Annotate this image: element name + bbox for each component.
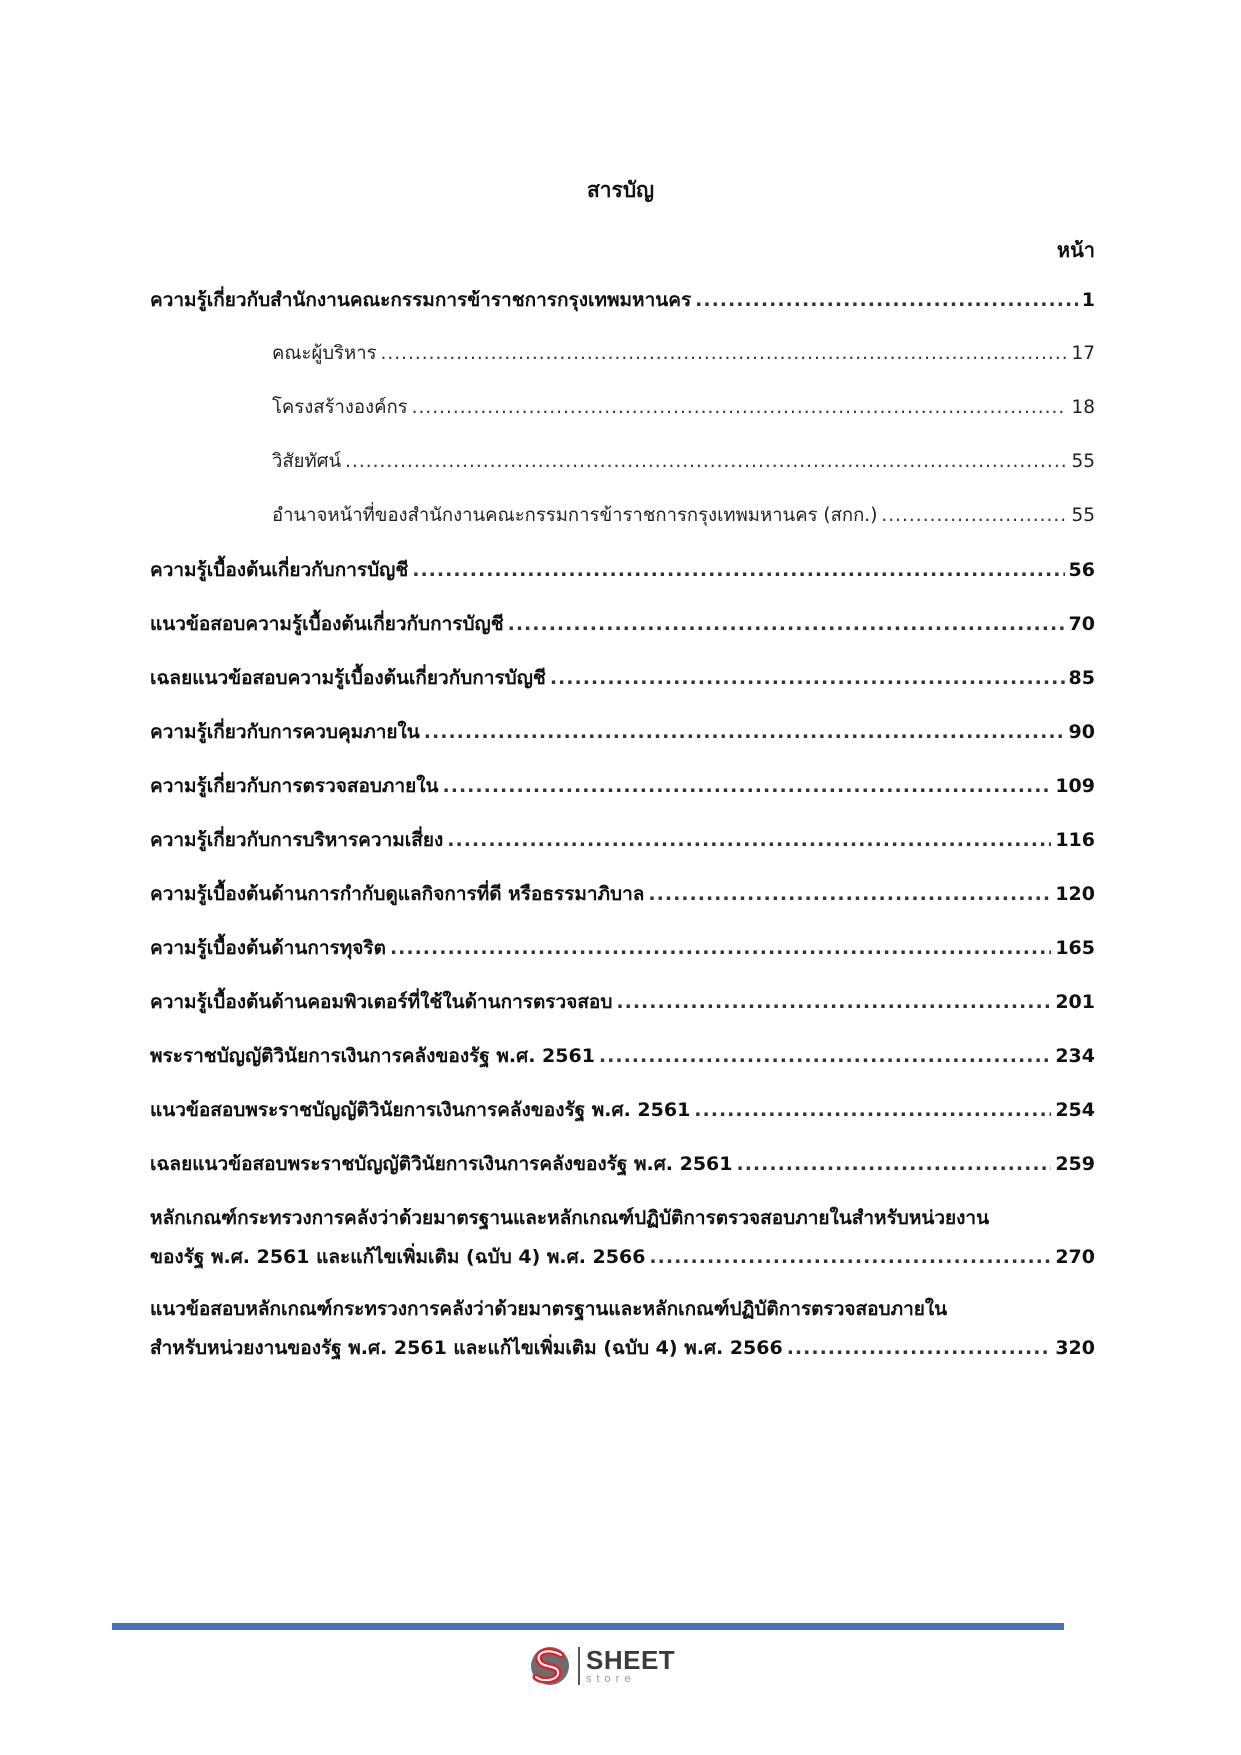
toc-entry[interactable] (150, 393, 1095, 423)
toc-entry-page: 109 (1055, 775, 1095, 797)
toc-leader-dots (447, 825, 1051, 855)
toc-entry-page: 70 (1068, 613, 1095, 635)
toc-leader-dots (737, 1149, 1052, 1179)
toc-leader-dots (881, 501, 1067, 531)
toc-leader-dots (599, 1041, 1051, 1071)
toc-entry-page: 254 (1055, 1099, 1095, 1121)
toc-leader-dots (616, 987, 1051, 1017)
toc-leader-dots (424, 717, 1065, 747)
toc-entry[interactable] (150, 987, 1095, 1017)
toc-entry-label: แนวข้อสอบความรู้เบื้องต้นเกี่ยวกับการบัญชี (150, 613, 504, 635)
toc-entry[interactable] (150, 447, 1095, 477)
toc-leader-dots (550, 663, 1065, 693)
toc-entry[interactable] (150, 339, 1095, 369)
toc-entry-label: พระราชบัญญัติวินัยการเงินการคลังของรัฐ พ.ศ. 2561 (150, 1045, 595, 1067)
toc-entry-page: 116 (1055, 829, 1095, 851)
toc-entry[interactable] (150, 879, 1095, 909)
toc-entry-label-line1: หลักเกณฑ์กระทรวงการคลังว่าด้วยมาตรฐานและหลักเกณฑ์ปฏิบัติการตรวจสอบภายในสำหรับหน่วยงาน (150, 1207, 990, 1229)
toc-entry-label-line2: ของรัฐ พ.ศ. 2561 และแก้ไขเพิ่มเติม (ฉบับ 4) พ.ศ. 2566 (150, 1246, 646, 1268)
table-of-contents (150, 285, 1095, 1363)
toc-entry-multiline[interactable] (150, 1203, 1095, 1272)
toc-entry-page: 234 (1055, 1045, 1095, 1067)
toc-entry-label: ความรู้เบื้องต้นด้านการกำกับดูแลกิจการที่ดี หรือธรรมาภิบาล (150, 883, 645, 905)
toc-entry[interactable] (150, 933, 1095, 963)
toc-entry[interactable] (150, 771, 1095, 801)
toc-entry-label: ความรู้เกี่ยวกับสำนักงานคณะกรรมการข้าราชการกรุงเทพมหานคร (150, 289, 692, 311)
toc-leader-dots (345, 447, 1067, 477)
toc-entry-page: 55 (1071, 451, 1095, 472)
toc-entry-label-line1: แนวข้อสอบหลักเกณฑ์กระทรวงการคลังว่าด้วยมาตรฐานและหลักเกณฑ์ปฏิบัติการตรวจสอบภายใน (150, 1298, 948, 1320)
toc-leader-dots (695, 285, 1078, 315)
toc-entry[interactable] (150, 1041, 1095, 1071)
sheet-store-logo (528, 1645, 675, 1687)
toc-entry-multiline[interactable] (150, 1294, 1095, 1363)
toc-entry[interactable] (150, 1095, 1095, 1125)
toc-leader-dots (694, 1095, 1051, 1125)
toc-entry[interactable] (150, 555, 1095, 585)
logo-subword: store (586, 1673, 636, 1685)
toc-entry-label: ความรู้เกี่ยวกับการควบคุมภายใน (150, 721, 420, 743)
toc-entry-label: เฉลยแนวข้อสอบความรู้เบื้องต้นเกี่ยวกับการบัญชี (150, 667, 546, 689)
toc-entry-page: 165 (1055, 937, 1095, 959)
toc-entry-page: 17 (1071, 343, 1095, 364)
toc-leader-dots (787, 1333, 1052, 1363)
toc-entry-page: 18 (1071, 397, 1095, 418)
page-column-header: หน้า (1056, 238, 1095, 262)
toc-entry-page: 270 (1055, 1246, 1095, 1268)
toc-entry-label: ความรู้เบื้องต้นด้านคอมพิวเตอร์ที่ใช้ในด้านการตรวจสอบ (150, 991, 613, 1013)
toc-leader-dots (412, 393, 1068, 423)
s-logo-icon (528, 1645, 574, 1687)
toc-entry-page: 55 (1071, 505, 1095, 526)
toc-entry-page: 320 (1055, 1337, 1095, 1359)
toc-entry-page: 56 (1068, 559, 1095, 581)
logo-divider (578, 1647, 580, 1685)
toc-leader-dots (648, 879, 1051, 909)
toc-entry[interactable] (150, 1149, 1095, 1179)
toc-leader-dots (508, 609, 1065, 639)
toc-leader-dots (443, 771, 1052, 801)
toc-entry-page: 201 (1055, 991, 1095, 1013)
toc-entry-page: 259 (1055, 1153, 1095, 1175)
toc-entry-page: 120 (1055, 883, 1095, 905)
toc-entry-label-line2: สำหรับหน่วยงานของรัฐ พ.ศ. 2561 และแก้ไขเพิ่มเติม (ฉบับ 4) พ.ศ. 2566 (150, 1337, 783, 1359)
toc-leader-dots (381, 339, 1068, 369)
toc-entry-label: ความรู้เกี่ยวกับการตรวจสอบภายใน (150, 775, 439, 797)
toc-entry[interactable] (150, 285, 1095, 315)
toc-entry-label: ความรู้เบื้องต้นด้านการทุจริต (150, 937, 386, 959)
toc-entry[interactable] (150, 663, 1095, 693)
toc-entry[interactable] (150, 717, 1095, 747)
toc-entry[interactable] (150, 609, 1095, 639)
toc-entry-page: 85 (1068, 667, 1095, 689)
toc-entry[interactable] (150, 501, 1095, 531)
toc-entry[interactable] (150, 825, 1095, 855)
toc-leader-dots (649, 1242, 1051, 1272)
toc-entry-label: คณะผู้บริหาร (272, 343, 377, 364)
page-title: สารบัญ (586, 178, 655, 202)
toc-entry-label: ความรู้เบื้องต้นเกี่ยวกับการบัญชี (150, 559, 409, 581)
toc-entry-label: ความรู้เกี่ยวกับการบริหารความเสี่ยง (150, 829, 444, 851)
toc-entry-label: วิสัยทัศน์ (272, 451, 342, 472)
toc-entry-page: 90 (1068, 721, 1095, 743)
toc-leader-dots (412, 555, 1064, 585)
toc-entry-label: แนวข้อสอบพระราชบัญญัติวินัยการเงินการคลังของรัฐ พ.ศ. 2561 (150, 1099, 691, 1121)
logo-word: SHEET (586, 1645, 676, 1675)
toc-entry-page: 1 (1081, 289, 1095, 311)
footer-divider-bar (112, 1623, 1064, 1630)
toc-entry-label: เฉลยแนวข้อสอบพระราชบัญญัติวินัยการเงินการคลังของรัฐ พ.ศ. 2561 (150, 1153, 733, 1175)
toc-entry-label: อำนาจหน้าที่ของสำนักงานคณะกรรมการข้าราชการกรุงเทพมหานคร (สกก.) (272, 505, 878, 526)
toc-leader-dots (390, 933, 1051, 963)
toc-entry-label: โครงสร้างองค์กร (272, 397, 408, 418)
